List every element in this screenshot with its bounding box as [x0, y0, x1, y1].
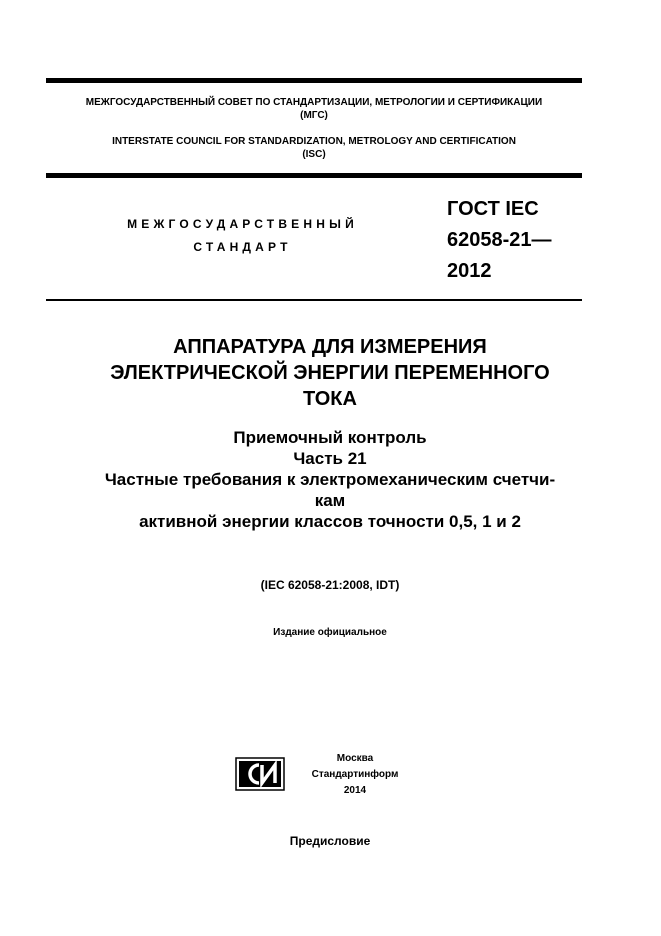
standard-code-line2: 62058-21— [447, 229, 552, 251]
council-bottom-rule [46, 173, 582, 178]
subtitle-line-1: Приемочный контроль [233, 428, 427, 447]
title-line-2: ЭЛЕКТРИЧЕСКОЙ ЭНЕРГИИ ПЕРЕМЕННОГО [110, 362, 550, 384]
top-rule [46, 78, 582, 83]
standard-label-line2: СТАНДАРТ [193, 240, 292, 254]
title-line-3: ТОКА [303, 388, 357, 410]
council-abbr-en: (ISC) [302, 149, 326, 160]
header-bottom-rule [46, 299, 582, 301]
council-name-ru [46, 96, 582, 122]
edition-label: Издание официальное [273, 627, 387, 638]
publisher-year: 2014 [343, 785, 367, 796]
council-abbr-ru: (МГС) [300, 110, 328, 121]
standard-code-line3: 2012 [447, 260, 492, 282]
subtitle-line-3: Частные требования к электромеханическим счетчи- [104, 470, 556, 489]
publisher-block [300, 753, 410, 796]
title-line-1: АППАРАТУРА ДЛЯ ИЗМЕРЕНИЯ [173, 336, 487, 358]
subtitle-line-5: активной энергии классов точности 0,5, 1 и 2 [139, 512, 521, 531]
council-name-en-line: INTERSTATE COUNCIL FOR STANDARDIZATION, METROLOGY AND CERTIFICATION [112, 136, 516, 147]
document-title [30, 334, 630, 412]
publisher-name: Стандартинформ [311, 769, 399, 780]
iec-reference: (IEC 62058-21:2008, IDT) [260, 578, 400, 592]
publisher-city: Москва [336, 753, 374, 764]
subtitle-line-2: Часть 21 [293, 449, 367, 468]
foreword-heading: Предисловие [289, 834, 371, 848]
subtitle-line-4: кам [314, 491, 346, 510]
standard-label-line1: МЕЖГОСУДАРСТВЕННЫЙ [127, 217, 358, 231]
standard-code-line1: ГОСТ IEC [447, 198, 539, 220]
council-name-en [46, 135, 582, 161]
council-name-ru-line: МЕЖГОСУДАРСТВЕННЫЙ СОВЕТ ПО СТАНДАРТИЗАЦИИ, МЕТРОЛОГИИ И СЕРТИФИКАЦИИ [85, 97, 543, 108]
standartinform-logo-icon [235, 757, 285, 791]
document-subtitle [30, 427, 630, 532]
